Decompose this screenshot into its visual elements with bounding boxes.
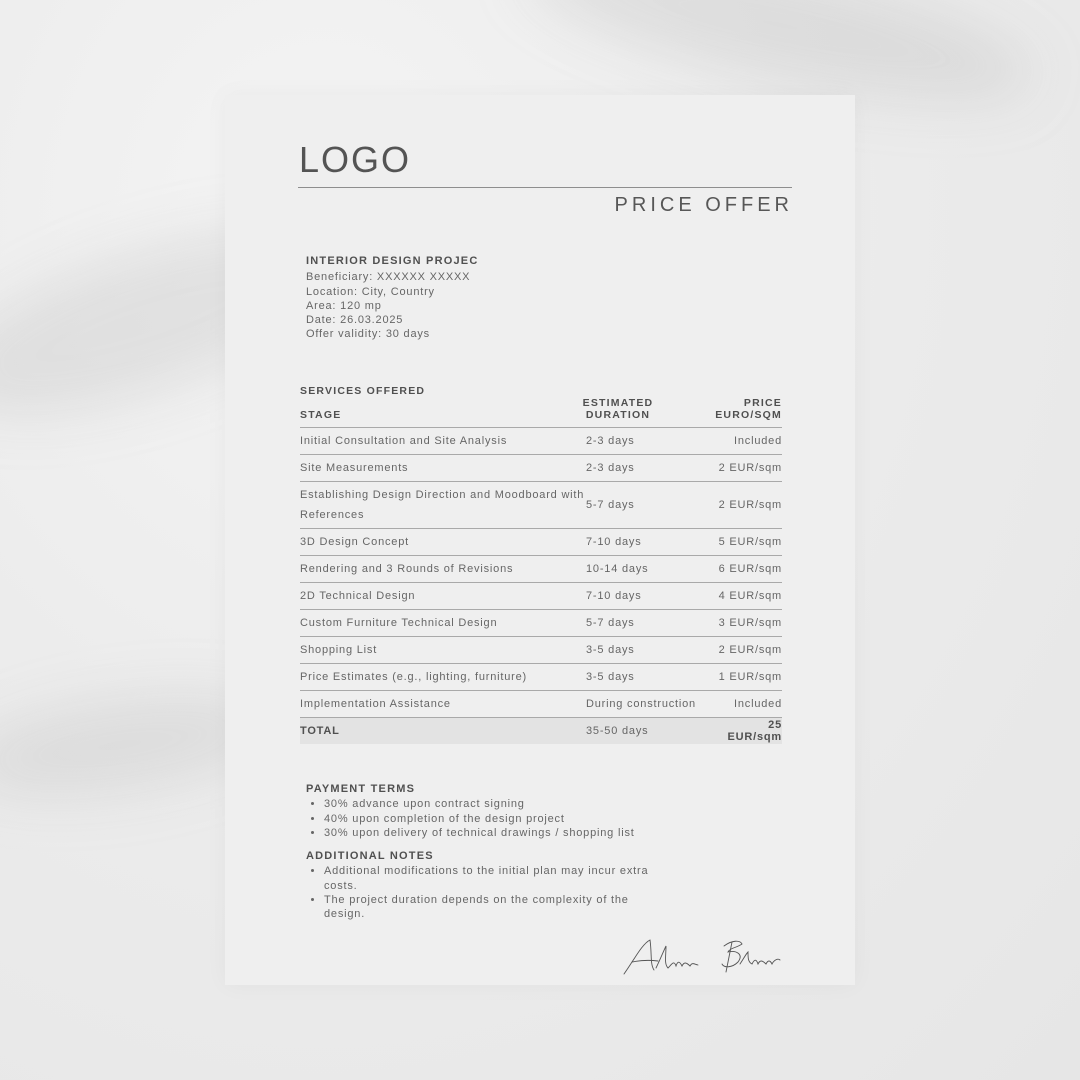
project-line: Location: City, Country: [306, 285, 435, 298]
price-cell: 2 EUR/sqm: [710, 637, 782, 664]
stage-cell: 2D Technical Design: [300, 583, 586, 610]
price-offer-sheet: [225, 95, 855, 985]
project-line: Beneficiary: XXXXXX XXXXX: [306, 271, 471, 284]
project-heading: INTERIOR DESIGN PROJEC: [306, 255, 479, 267]
stage-cell: Site Measurements: [300, 455, 586, 482]
list-item: • 30% upon delivery of technical drawings / shopping list: [324, 826, 686, 840]
total-label: TOTAL: [300, 718, 586, 745]
list-item: • Additional modifications to the initial plan may incur extra costs.: [324, 864, 664, 893]
stage-cell: Establishing Design Direction and Moodboard with References: [300, 482, 586, 529]
payment-terms-heading: PAYMENT TERMS: [306, 783, 416, 795]
duration-cell: 3-5 days: [586, 664, 710, 691]
duration-cell: 2-3 days: [586, 428, 710, 455]
list-item: • The project duration depends on the complexity of the design.: [324, 893, 664, 922]
stage-cell: Initial Consultation and Site Analysis: [300, 428, 586, 455]
logo: LOGO: [299, 139, 412, 180]
duration-cell: 3-5 days: [586, 637, 710, 664]
services-label: SERVICES OFFERED: [300, 385, 426, 397]
duration-cell: 2-3 days: [586, 455, 710, 482]
duration-cell: 10-14 days: [586, 556, 710, 583]
table-row: [300, 583, 782, 610]
table-row: [300, 610, 782, 637]
table-row: [300, 664, 782, 691]
header-price: PRICE EURO/SQM: [715, 397, 782, 421]
price-cell: 2 EUR/sqm: [710, 482, 782, 529]
table-row: [300, 428, 782, 455]
table-row: [300, 691, 782, 718]
price-cell: 2 EUR/sqm: [710, 455, 782, 482]
table-row: [300, 455, 782, 482]
stage-cell: Price Estimates (e.g., lighting, furniture): [300, 664, 586, 691]
stage-cell: Custom Furniture Technical Design: [300, 610, 586, 637]
additional-notes-list: [306, 864, 664, 921]
list-item: • 30% advance upon contract signing: [324, 797, 686, 811]
duration-cell: 5-7 days: [586, 610, 710, 637]
duration-cell: During construction: [586, 691, 710, 718]
project-line: Offer validity: 30 days: [306, 328, 430, 341]
payment-terms-list: [306, 797, 686, 840]
price-cell: 6 EUR/sqm: [710, 556, 782, 583]
total-row: [300, 718, 782, 745]
price-cell: Included: [710, 691, 782, 718]
project-line: Area: 120 mp: [306, 299, 382, 312]
table-row: [300, 482, 782, 529]
duration-cell: 7-10 days: [586, 583, 710, 610]
services-table: [300, 397, 782, 744]
total-price: 25 EUR/sqm: [710, 718, 782, 745]
header-divider: [298, 187, 792, 188]
document-title: PRICE OFFER: [614, 194, 793, 216]
table-header-row: [300, 397, 782, 428]
price-cell: 1 EUR/sqm: [710, 664, 782, 691]
duration-cell: 5-7 days: [586, 482, 710, 529]
stage-cell: Rendering and 3 Rounds of Revisions: [300, 556, 586, 583]
duration-cell: 7-10 days: [586, 529, 710, 556]
signature: [620, 930, 790, 980]
stage-cell: Implementation Assistance: [300, 691, 586, 718]
table-row: [300, 529, 782, 556]
header-duration: ESTIMATED DURATION: [582, 397, 654, 421]
list-item: • 40% upon completion of the design project: [324, 812, 686, 826]
additional-notes-heading: ADDITIONAL NOTES: [306, 850, 434, 863]
price-cell: 4 EUR/sqm: [710, 583, 782, 610]
total-duration: 35-50 days: [586, 718, 710, 745]
price-cell: 5 EUR/sqm: [710, 529, 782, 556]
stage-cell: 3D Design Concept: [300, 529, 586, 556]
price-cell: 3 EUR/sqm: [710, 610, 782, 637]
header-stage: STAGE: [300, 409, 342, 421]
stage-cell: Shopping List: [300, 637, 586, 664]
terms-section: [306, 782, 686, 922]
table-row: [300, 637, 782, 664]
price-cell: Included: [710, 428, 782, 455]
project-details: [306, 254, 478, 342]
table-row: [300, 556, 782, 583]
project-line: Date: 26.03.2025: [306, 314, 404, 327]
